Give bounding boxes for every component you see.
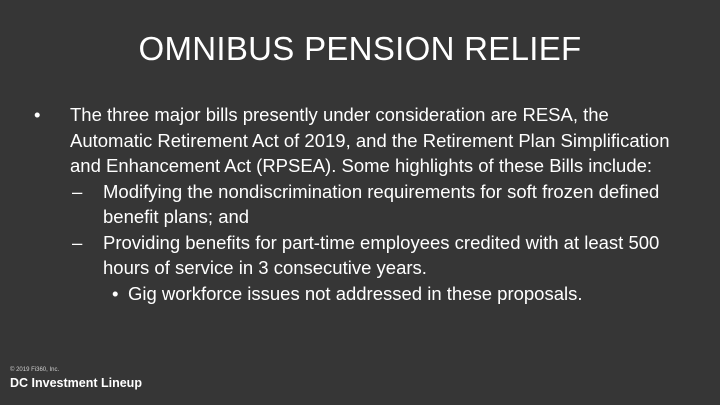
slide-body: [34, 102, 694, 306]
brand-logo-text: DC Investment Lineup: [10, 376, 142, 390]
slide-title: OMNIBUS PENSION RELIEF: [138, 30, 582, 67]
footer: [10, 366, 210, 391]
sub-bullet-item: [34, 230, 694, 281]
sub-bullet-text: Modifying the nondiscrimination requirements for soft frozen defined benefit plans; and: [103, 180, 660, 227]
sub-sub-bullet-text: Gig workforce issues not addressed in these proposals.: [128, 282, 583, 304]
sub-bullet-text: Providing benefits for part-time employees credited with at least 500 hours of service in 3 consecutive years.: [103, 231, 660, 278]
sub-bullet-item: [34, 179, 694, 230]
bullet-text: The three major bills presently under consideration are RESA, the Automatic Retirement Act of 2019, and the Retirement Plan Simplification and Enhancement Act (RPSEA). Some highlights of these Bills include:: [70, 104, 670, 176]
dash-marker: –: [72, 231, 83, 253]
bullet-marker: •: [112, 282, 119, 304]
dash-marker: –: [72, 180, 83, 202]
bullet-marker: •: [34, 104, 41, 125]
copyright-text: © 2019 Fi360, Inc.: [10, 367, 60, 373]
bullet-item: [34, 102, 694, 179]
sub-sub-bullet-item: [34, 281, 694, 307]
